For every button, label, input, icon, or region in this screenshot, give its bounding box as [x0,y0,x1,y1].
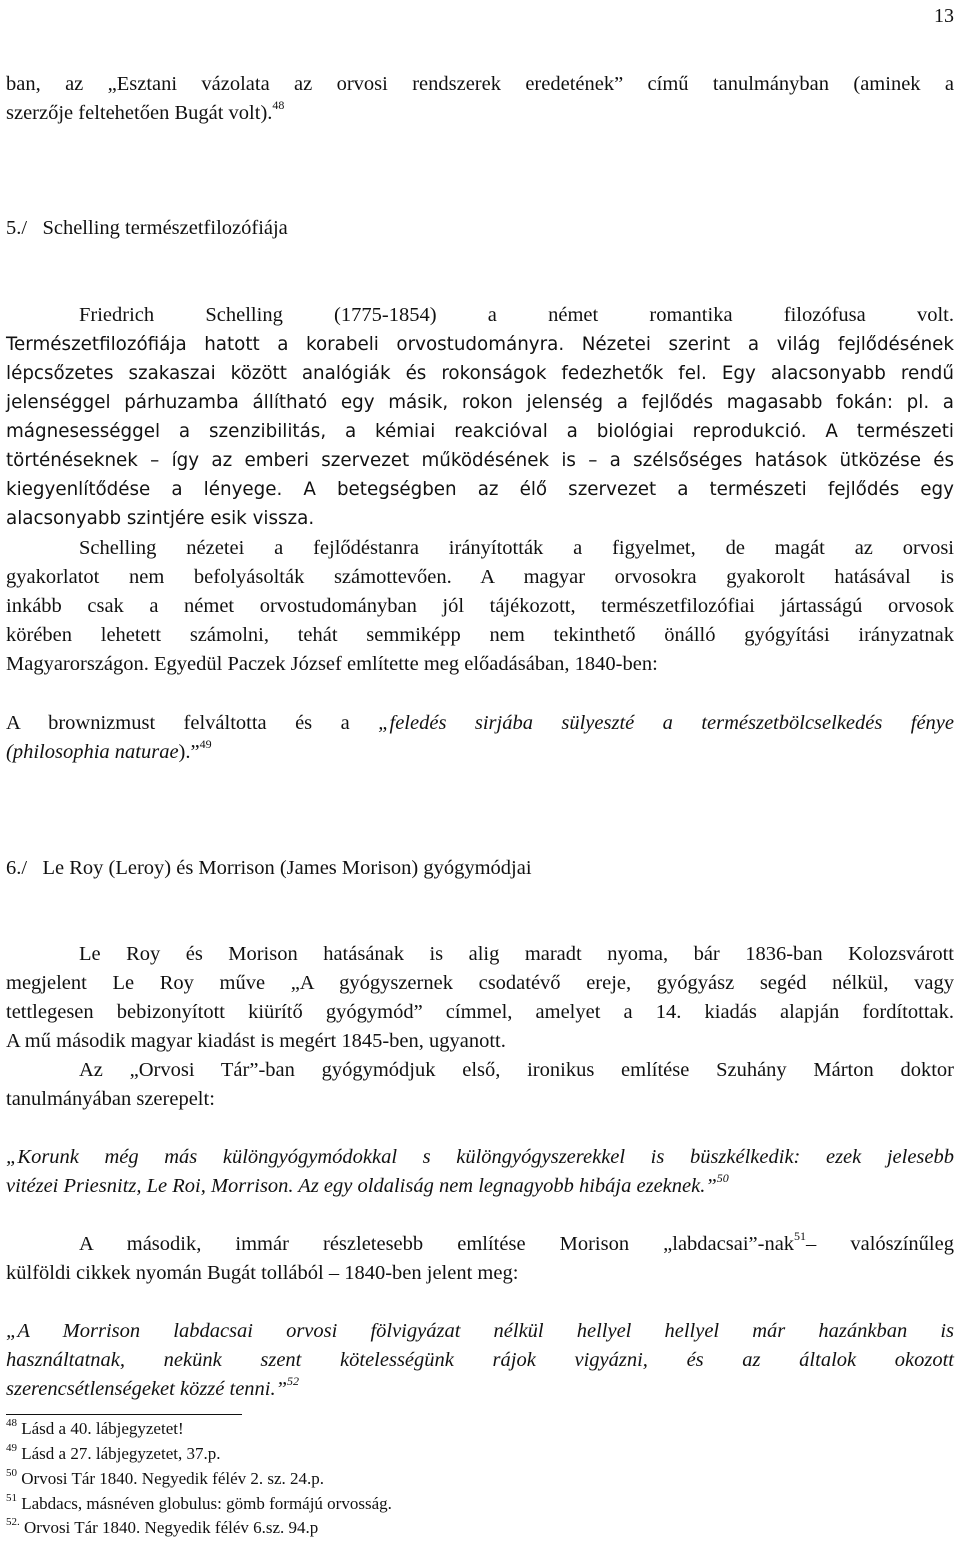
footnote-number: 48 [6,1417,17,1430]
text-span: A természeti [825,421,954,442]
section-number: 5./ [6,217,28,239]
footnote-51 [6,1494,392,1514]
text-line: jelenséggel párhuzamba állítható egy másik, rokon jelenség a fejlődés magasabb fokán: pl. a [6,392,954,413]
text-span: lépcsőzetes szakaszai között analógiák és rokonságok fedezhetők fel. [6,363,707,384]
footnote-50 [6,1469,324,1489]
footnote-52 [6,1518,318,1538]
text-span: Egy alacsonyabb rendű [721,363,954,384]
text-span: Magyarországon. [6,653,149,675]
text-span: Egyedül Paczek József említette meg előadásában, 1840-ben: [154,653,658,675]
text-span: A magyar orvosokra gyakorolt hatásával is [480,566,954,588]
section6-paragraph-1 [6,940,954,1056]
footnote-text: Lásd a 27. lábjegyzetet, 37.p. [17,1444,221,1463]
footnote-ref: 49 [199,737,212,752]
text-line: tanulmányában szerepelt: [6,1088,215,1110]
text-span: A brownizmust felváltotta és a [6,712,379,734]
text-line [6,1230,954,1259]
text-line: „Korunk még más különgyógymódokkal s különgyógyszerekkel is büszkélkedik: ezek jelesebb [6,1146,954,1168]
text-line: külföldi cikkek nyomán Bugát tollából – 1840-ben jelent meg: [6,1262,519,1284]
text-line: A mű második magyar kiadást is megért 1845-ben, ugyanott. [6,1030,506,1052]
footnote-number: 50 [6,1467,17,1480]
text-line: körében lehetett számolni, tehát semmiképp nem tekinthető önálló gyógyítási irányzatnak [6,624,954,646]
text-line [6,709,954,738]
text-line: történéseknek – így az emberi szervezet működésének is – a szélsőséges hatások ütközése és [6,450,954,471]
text-line [6,738,954,767]
text-span: gyakorlatot nem befolyásolták számottevően. [6,566,452,588]
text-line: Friedrich Schelling (1775-1854) a német romantika filozófusa volt. [79,304,954,326]
footnote-48 [6,1419,184,1439]
section5-paragraph-1 [6,301,954,330]
section6-paragraph-2 [6,1056,954,1114]
footnote-number: 52. [6,1516,20,1529]
text-line [6,99,954,128]
text-span: mágnesességgel a szenzibilitás, a kémiai reakcióval a biológiai reprodukció. [6,421,807,442]
text-line: inkább csak a német orvostudományban jól tájékozott, természetfilozófiai jártasságú orvosok [6,595,954,617]
footnote-ref: 52 [287,1374,300,1389]
szuhany-quote [6,1143,954,1201]
section-heading-5 [6,214,288,243]
text-span: szerzője feltehetően Bugát volt). [6,102,273,124]
text-line [6,650,954,679]
text-line [6,1375,954,1404]
text-line: alacsonyabb szintjére esik vissza. [6,508,315,529]
text-line: Az „Orvosi Tár”-ban gyógymódjuk első, ironikus említése Szuhány Márton doktor [79,1059,954,1081]
text-span: Nézetei szerint a világ fejlődésének [581,334,954,355]
text-span: A betegségben az élő szervezet a természeti fejlődés egy [303,479,954,500]
quote-text: szerencsétlenségeket közzé tenni.” [6,1378,288,1400]
footnote-text: Labdacs, másnéven globulus: gömb formájú orvosság. [17,1494,392,1513]
section5-paragraph-2 [6,534,954,679]
text-line [6,475,954,504]
quote-text: „feledés sirjába sülyeszté a természetbölcselkedés fénye [378,712,955,734]
footnote-ref: 48 [272,98,285,113]
section5-paragraph-1-body [6,330,954,533]
paczek-quote [6,709,954,767]
text-line [6,330,954,359]
quote-text: vitézei Priesnitz, Le Roi, Morrison. Az egy oldaliság nem legnagyobb hibája ezeknek.” [6,1175,717,1197]
footnote-separator [6,1414,242,1415]
text-line: Le Roy és Morison hatásának is alig maradt nyoma, bár 1836-ban Kolozsvárott [79,943,954,965]
quote-text: (philosophia naturae [6,741,179,763]
footnote-49 [6,1444,220,1464]
text-span: – valószínűleg [806,1233,954,1255]
text-line [6,1172,954,1201]
text-line [6,417,954,446]
section6-paragraph-3 [6,1230,954,1288]
section-title: Schelling természetfilozófiája [42,217,288,239]
text-line: „A Morrison labdacsai orvosi fölvigyázat nélkül hellyel hellyel már hazánkban is [6,1320,954,1342]
text-line: tettlegesen bebizonyított kiürítő gyógymód” címmel, amelyet a 14. kiadás alapján fordítottak. [6,1001,954,1023]
footnote-ref: 50 [716,1171,729,1186]
footnote-text: Orvosi Tár 1840. Negyedik félév 2. sz. 24.p. [17,1469,325,1488]
page-number: 13 [934,5,954,27]
footnote-text: Lásd a 40. lábjegyzetet! [17,1419,184,1438]
footnote-text: Orvosi Tár 1840. Negyedik félév 6.sz. 94.p [19,1518,319,1537]
footnote-number: 49 [6,1442,17,1455]
text-span: A második, immár részletesebb említése Morison „labdacsai”-nak [79,1233,795,1255]
text-line: ban, az „Esztani vázolata az orvosi rendszerek eredetének” című tanulmányban (aminek a [6,73,954,95]
section-heading-6 [6,854,532,883]
text-line: használtatnak, nekünk szent kötelességünk rájok vigyázni, és az általok okozott [6,1349,954,1371]
text-span: ).” [178,741,200,763]
text-line: megjelent Le Roy műve „A gyógyszernek csodatévő ereje, gyógyász segéd nélkül, vagy [6,972,954,994]
section-title: Le Roy (Leroy) és Morrison (James Morison) gyógymódjai [42,857,532,879]
morrison-quote [6,1317,954,1404]
section-number: 6./ [6,857,28,879]
text-line [6,359,954,388]
text-span: Természetfilozófiája hatott a korabeli orvostudományra. [6,334,565,355]
footnote-number: 51 [6,1492,17,1505]
footnote-ref: 51 [794,1229,807,1244]
text-line [6,563,954,592]
text-span: kiegyenlítődése a lényege. [6,479,283,500]
intro-paragraph [6,70,954,128]
text-line: Schelling nézetei a fejlődéstanra irányították a figyelmet, de magát az orvosi [79,537,954,559]
